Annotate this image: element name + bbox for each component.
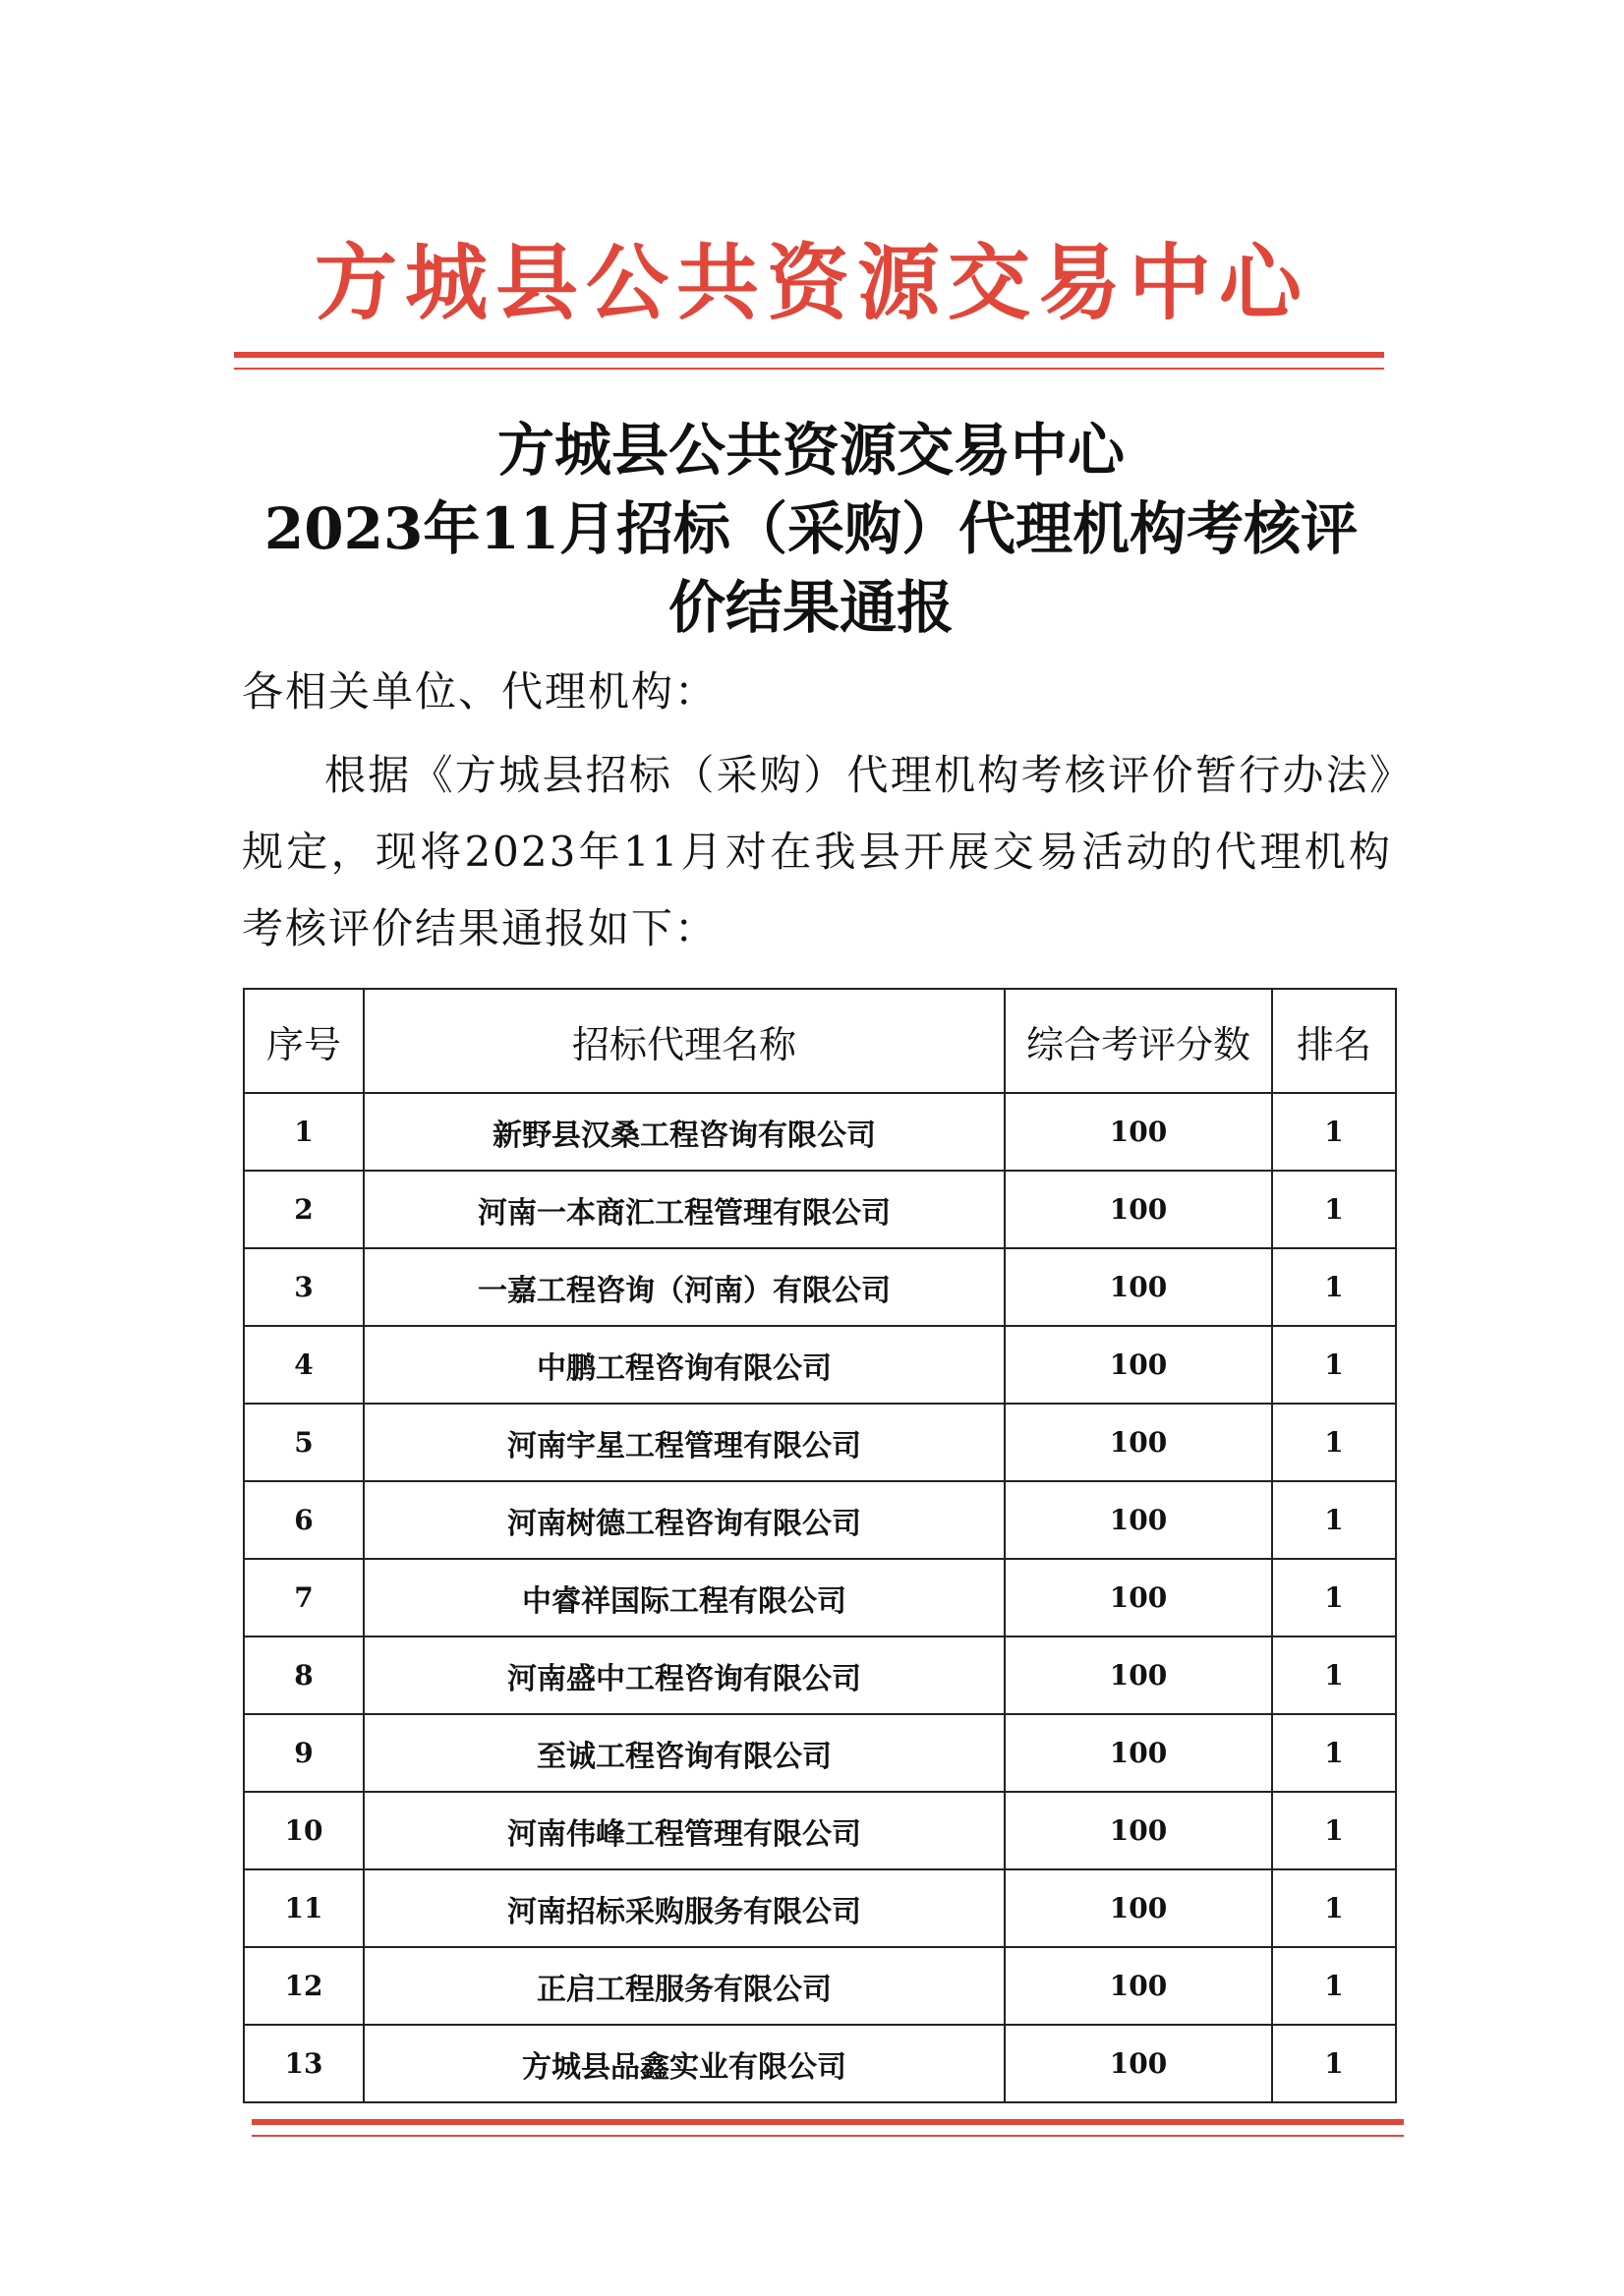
title-line-3: 价结果通报 bbox=[667, 574, 954, 641]
row-agency-name: 河南伟峰工程管理有限公司 bbox=[364, 1792, 1005, 1869]
row-score: 100 bbox=[1005, 1326, 1272, 1404]
letterhead-rule-thin bbox=[234, 368, 1384, 370]
row-rank: 1 bbox=[1272, 1636, 1396, 1714]
results-table bbox=[243, 988, 1397, 2103]
table-row bbox=[244, 1093, 1396, 1171]
table-header-row bbox=[244, 989, 1396, 1093]
row-agency-name: 方城县品鑫实业有限公司 bbox=[364, 2025, 1005, 2102]
row-score: 100 bbox=[1005, 1248, 1272, 1326]
row-rank: 1 bbox=[1272, 1093, 1396, 1171]
title-line-2: 2023年11月招标（采购）代理机构考核评 bbox=[263, 495, 1359, 562]
table-row bbox=[244, 1248, 1396, 1326]
row-rank: 1 bbox=[1272, 1248, 1396, 1326]
row-no: 2 bbox=[244, 1171, 364, 1248]
row-score: 100 bbox=[1005, 1714, 1272, 1792]
row-score: 100 bbox=[1005, 1559, 1272, 1636]
row-no: 4 bbox=[244, 1326, 364, 1404]
row-no: 12 bbox=[244, 1947, 364, 2025]
row-agency-name: 河南宇星工程管理有限公司 bbox=[364, 1404, 1005, 1481]
row-score: 100 bbox=[1005, 1481, 1272, 1559]
table-row bbox=[244, 1404, 1396, 1481]
row-score: 100 bbox=[1005, 1171, 1272, 1248]
row-agency-name: 河南盛中工程咨询有限公司 bbox=[364, 1636, 1005, 1714]
row-rank: 1 bbox=[1272, 1559, 1396, 1636]
table-row bbox=[244, 1326, 1396, 1404]
letterhead-rule-thick bbox=[234, 352, 1384, 358]
row-rank: 1 bbox=[1272, 1481, 1396, 1559]
row-agency-name: 河南树德工程咨询有限公司 bbox=[364, 1481, 1005, 1559]
table-row bbox=[244, 1171, 1396, 1248]
row-no: 11 bbox=[244, 1869, 364, 1947]
row-score: 100 bbox=[1005, 1869, 1272, 1947]
letterhead-title: 方城县公共资源交易中心 bbox=[314, 234, 1309, 331]
row-no: 7 bbox=[244, 1559, 364, 1636]
row-rank: 1 bbox=[1272, 1792, 1396, 1869]
table-row bbox=[244, 1869, 1396, 1947]
row-no: 1 bbox=[244, 1093, 364, 1171]
table-row bbox=[244, 1636, 1396, 1714]
row-agency-name: 中鹏工程咨询有限公司 bbox=[364, 1326, 1005, 1404]
row-agency-name: 正启工程服务有限公司 bbox=[364, 1947, 1005, 2025]
row-score: 100 bbox=[1005, 1093, 1272, 1171]
header-score: 综合考评分数 bbox=[1005, 989, 1272, 1093]
table-row bbox=[244, 1947, 1396, 2025]
row-score: 100 bbox=[1005, 1636, 1272, 1714]
row-no: 9 bbox=[244, 1714, 364, 1792]
title-line-1: 方城县公共资源交易中心 bbox=[496, 417, 1125, 484]
row-score: 100 bbox=[1005, 2025, 1272, 2102]
table-row bbox=[244, 1559, 1396, 1636]
salutation: 各相关单位、代理机构： bbox=[242, 667, 719, 716]
row-rank: 1 bbox=[1272, 1947, 1396, 2025]
row-rank: 1 bbox=[1272, 1714, 1396, 1792]
row-agency-name: 河南招标采购服务有限公司 bbox=[364, 1869, 1005, 1947]
row-no: 10 bbox=[244, 1792, 364, 1869]
row-rank: 1 bbox=[1272, 1869, 1396, 1947]
header-rank: 排名 bbox=[1272, 989, 1396, 1093]
table-row bbox=[244, 1714, 1396, 1792]
row-score: 100 bbox=[1005, 1792, 1272, 1869]
row-score: 100 bbox=[1005, 1947, 1272, 2025]
row-no: 5 bbox=[244, 1404, 364, 1481]
footer-rule-thin bbox=[252, 2135, 1404, 2137]
body-paragraph: 根据《方城县招标（采购）代理机构考核评价暂行办法》规定，现将2023年11月对在我县开展交易活动的代理机构考核评价结果通报如下： bbox=[242, 751, 1392, 952]
row-rank: 1 bbox=[1272, 1404, 1396, 1481]
row-agency-name: 中睿祥国际工程有限公司 bbox=[364, 1559, 1005, 1636]
header-agency-name: 招标代理名称 bbox=[364, 989, 1005, 1093]
document-title bbox=[197, 411, 1425, 647]
row-agency-name: 至诚工程咨询有限公司 bbox=[364, 1714, 1005, 1792]
row-agency-name: 一嘉工程咨询（河南）有限公司 bbox=[364, 1248, 1005, 1326]
row-agency-name: 新野县汉桑工程咨询有限公司 bbox=[364, 1093, 1005, 1171]
header-no: 序号 bbox=[244, 989, 364, 1093]
row-no: 13 bbox=[244, 2025, 364, 2102]
row-rank: 1 bbox=[1272, 1326, 1396, 1404]
row-no: 3 bbox=[244, 1248, 364, 1326]
table-row bbox=[244, 1792, 1396, 1869]
row-no: 8 bbox=[244, 1636, 364, 1714]
table-row bbox=[244, 1481, 1396, 1559]
row-rank: 1 bbox=[1272, 1171, 1396, 1248]
table-row bbox=[244, 2025, 1396, 2102]
row-agency-name: 河南一本商汇工程管理有限公司 bbox=[364, 1171, 1005, 1248]
row-rank: 1 bbox=[1272, 2025, 1396, 2102]
row-score: 100 bbox=[1005, 1404, 1272, 1481]
row-no: 6 bbox=[244, 1481, 364, 1559]
footer-rule-thick bbox=[252, 2119, 1404, 2125]
